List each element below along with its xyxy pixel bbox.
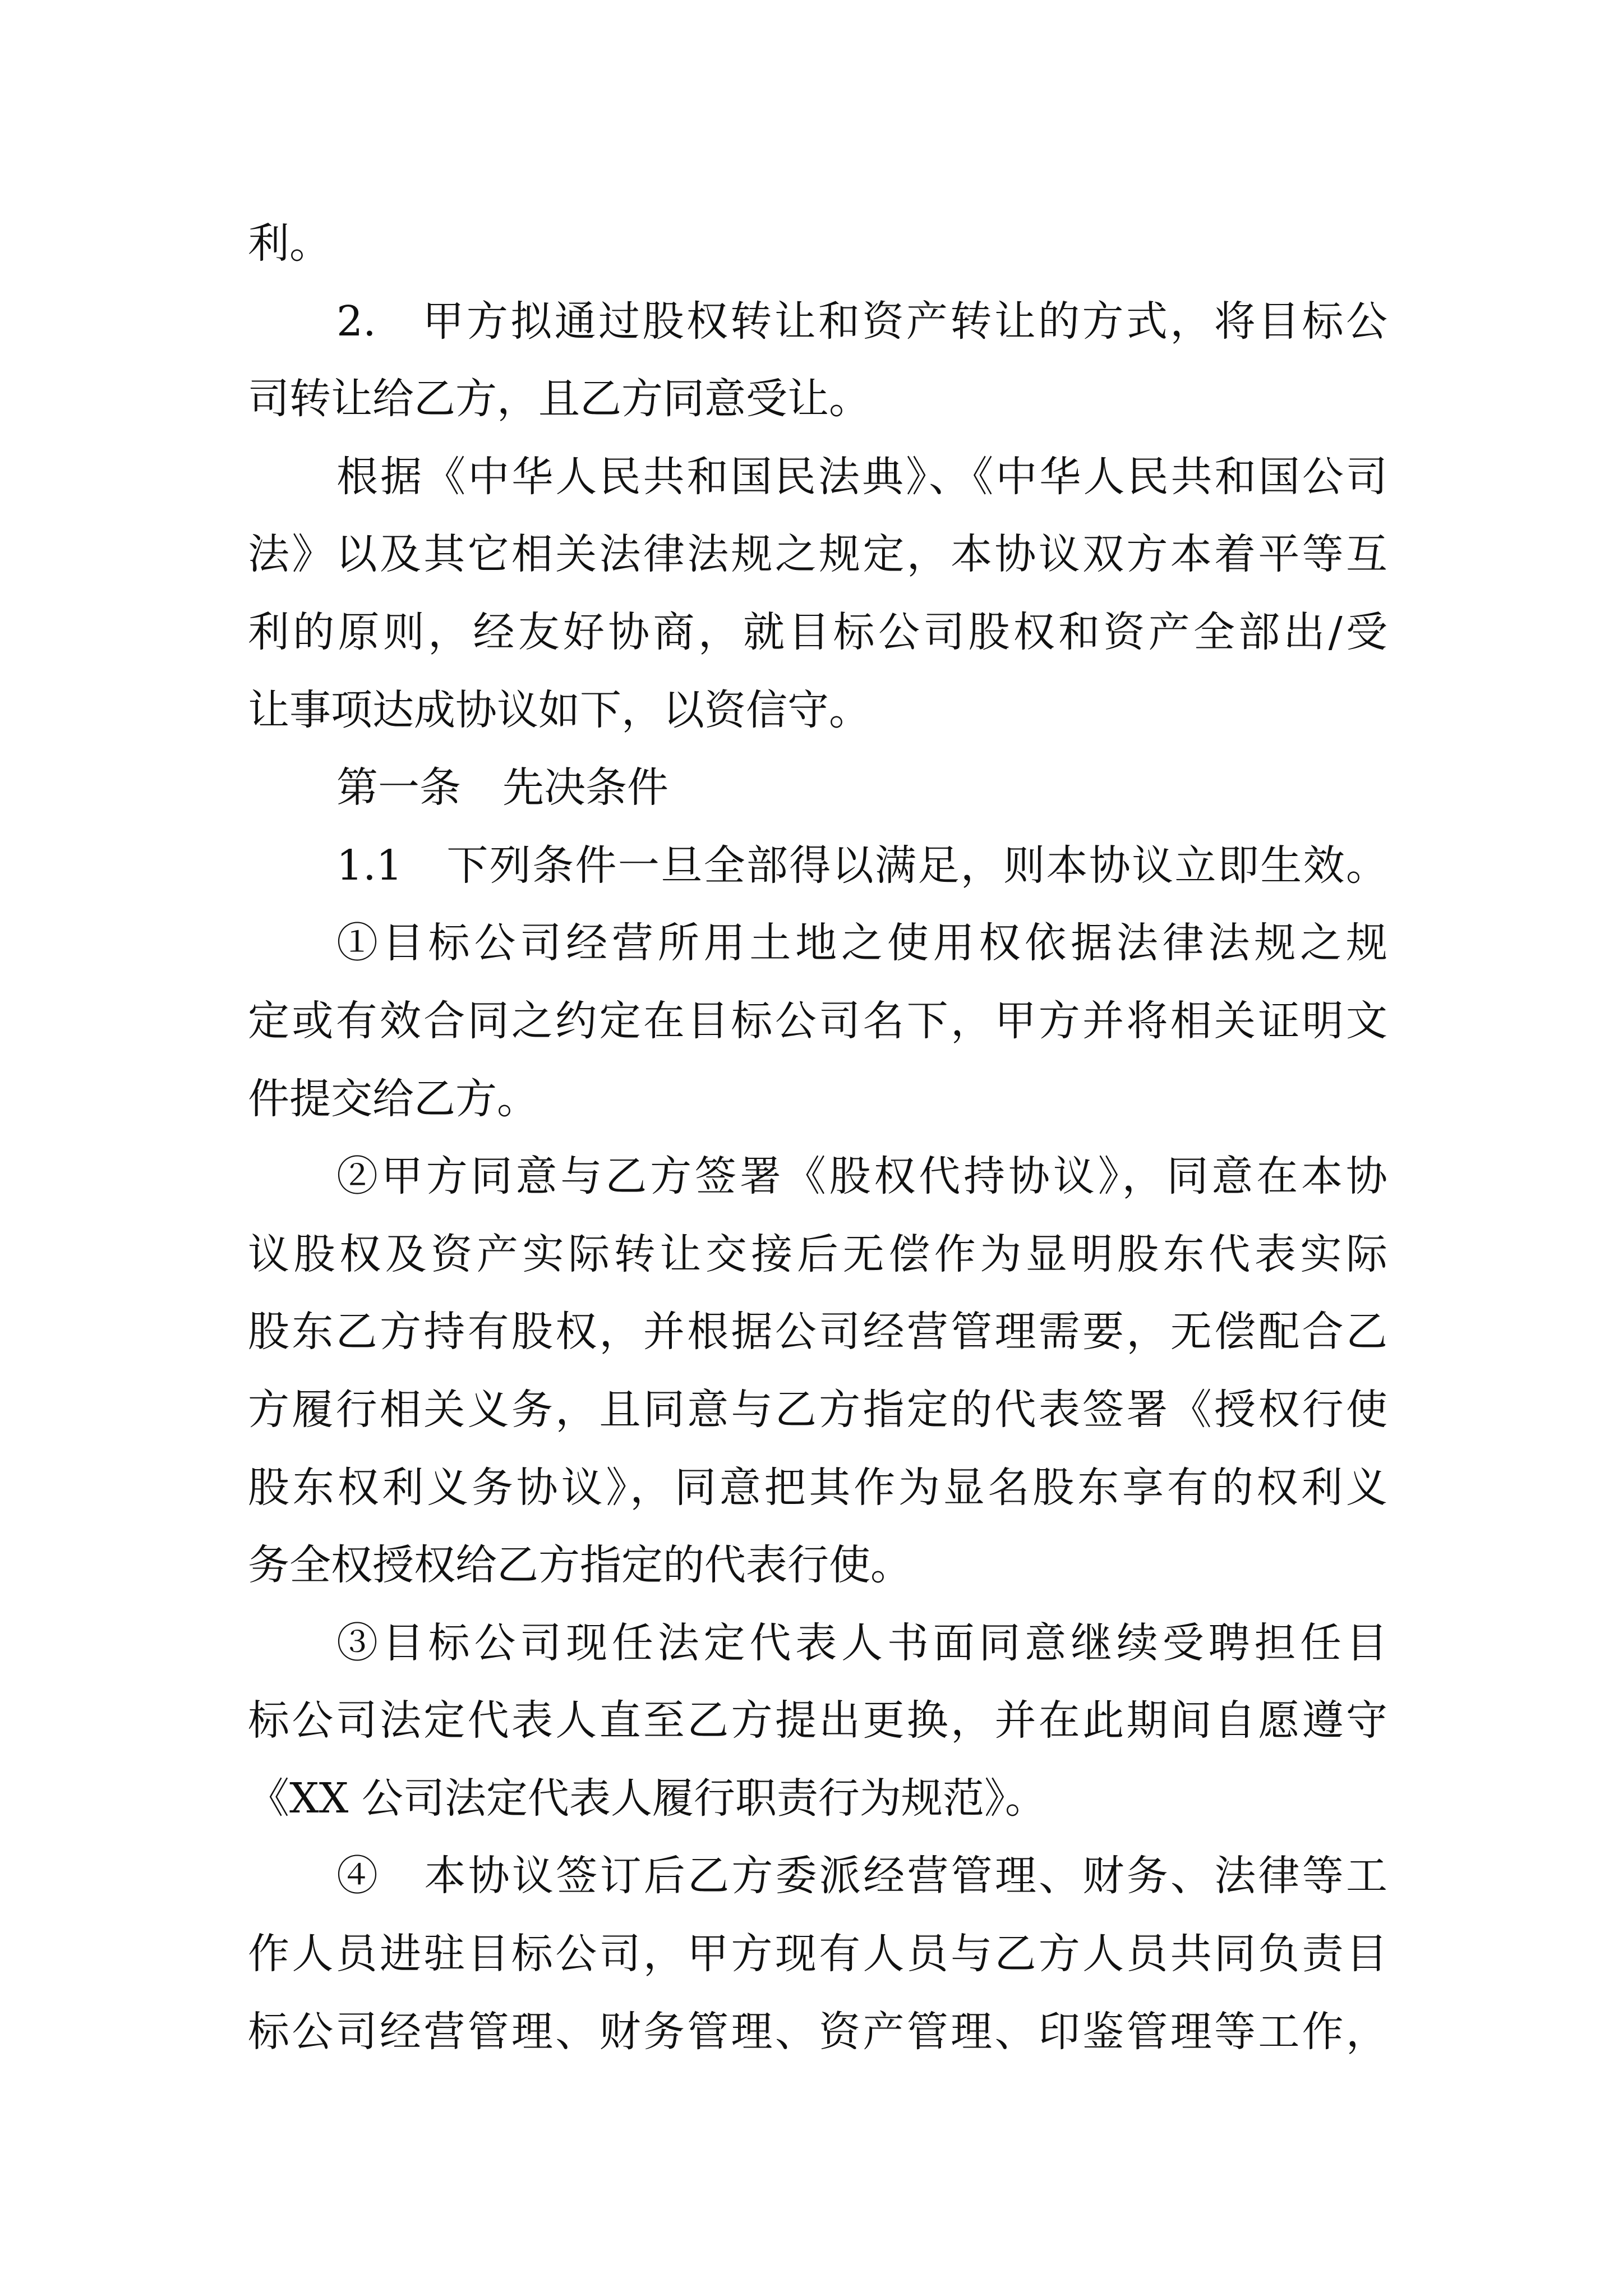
condition-3 (248, 1604, 1387, 1838)
section-heading (248, 749, 1387, 827)
condition-4 (248, 1837, 1387, 2070)
text-line: 1.1 下列条件一旦全部得以满足，则本协议立即生效。 (336, 841, 1387, 890)
text-line: 让事项达成协议如下，以资信守。 (248, 685, 870, 734)
text-line: 法》以及其它相关法律法规之规定，本协议双方本着平等互 (248, 530, 1387, 579)
text-line: 《XX 公司法定代表人履行职责行为规范》。 (248, 1774, 1046, 1823)
text-line: 利的原则，经友好协商，就目标公司股权和资产全部出/受 (248, 608, 1387, 656)
section-heading-text: 第一条 先决条件 (336, 763, 668, 812)
text-line: 务全权授权给乙方指定的代表行使。 (248, 1541, 912, 1590)
text-line: 2. 甲方拟通过股权转让和资产转让的方式，将目标公 (336, 297, 1387, 346)
text-line: ②甲方同意与乙方签署《股权代持协议》，同意在本协 (336, 1152, 1387, 1201)
condition-2 (248, 1138, 1387, 1604)
text-line: ①目标公司经营所用土地之使用权依据法律法规之规 (336, 919, 1387, 968)
paragraph-continuation (248, 205, 1387, 283)
text-line: 司转让给乙方，且乙方同意受让。 (248, 375, 870, 424)
document-page (248, 205, 1387, 2070)
condition-1 (248, 904, 1387, 1138)
text-line: 定或有效合同之约定在目标公司名下，甲方并将相关证明文 (248, 996, 1387, 1045)
paragraph-item-2 (248, 283, 1387, 438)
text-line: 股东权利义务协议》，同意把其作为显名股东享有的权利义 (248, 1463, 1387, 1512)
text-line: 标公司法定代表人直至乙方提出更换，并在此期间自愿遵守 (248, 1696, 1387, 1745)
text-line: 议股权及资产实际转让交接后无偿作为显明股东代表实际 (248, 1230, 1387, 1278)
text-line: 标公司经营管理、财务管理、资产管理、印鉴管理等工作， (248, 2007, 1387, 2056)
text-line: 股东乙方持有股权，并根据公司经营管理需要，无偿配合乙 (248, 1308, 1387, 1356)
paragraph-legal-basis (248, 438, 1387, 749)
text-line: 方履行相关义务，且同意与乙方指定的代表签署《授权行使 (248, 1385, 1387, 1434)
text-line: 作人员进驻目标公司，甲方现有人员与乙方人员共同负责目 (248, 1930, 1387, 1978)
text-line: ④ 本协议签订后乙方委派经营管理、财务、法律等工 (336, 1852, 1387, 1901)
text-line: 利。 (248, 219, 331, 268)
text-line: 件提交给乙方。 (248, 1074, 538, 1123)
text-line: ③目标公司现任法定代表人书面同意继续受聘担任目 (336, 1618, 1387, 1667)
text-line: 根据《中华人民共和国民法典》、《中华人民共和国公司 (336, 452, 1387, 501)
clause-1-1 (248, 827, 1387, 905)
